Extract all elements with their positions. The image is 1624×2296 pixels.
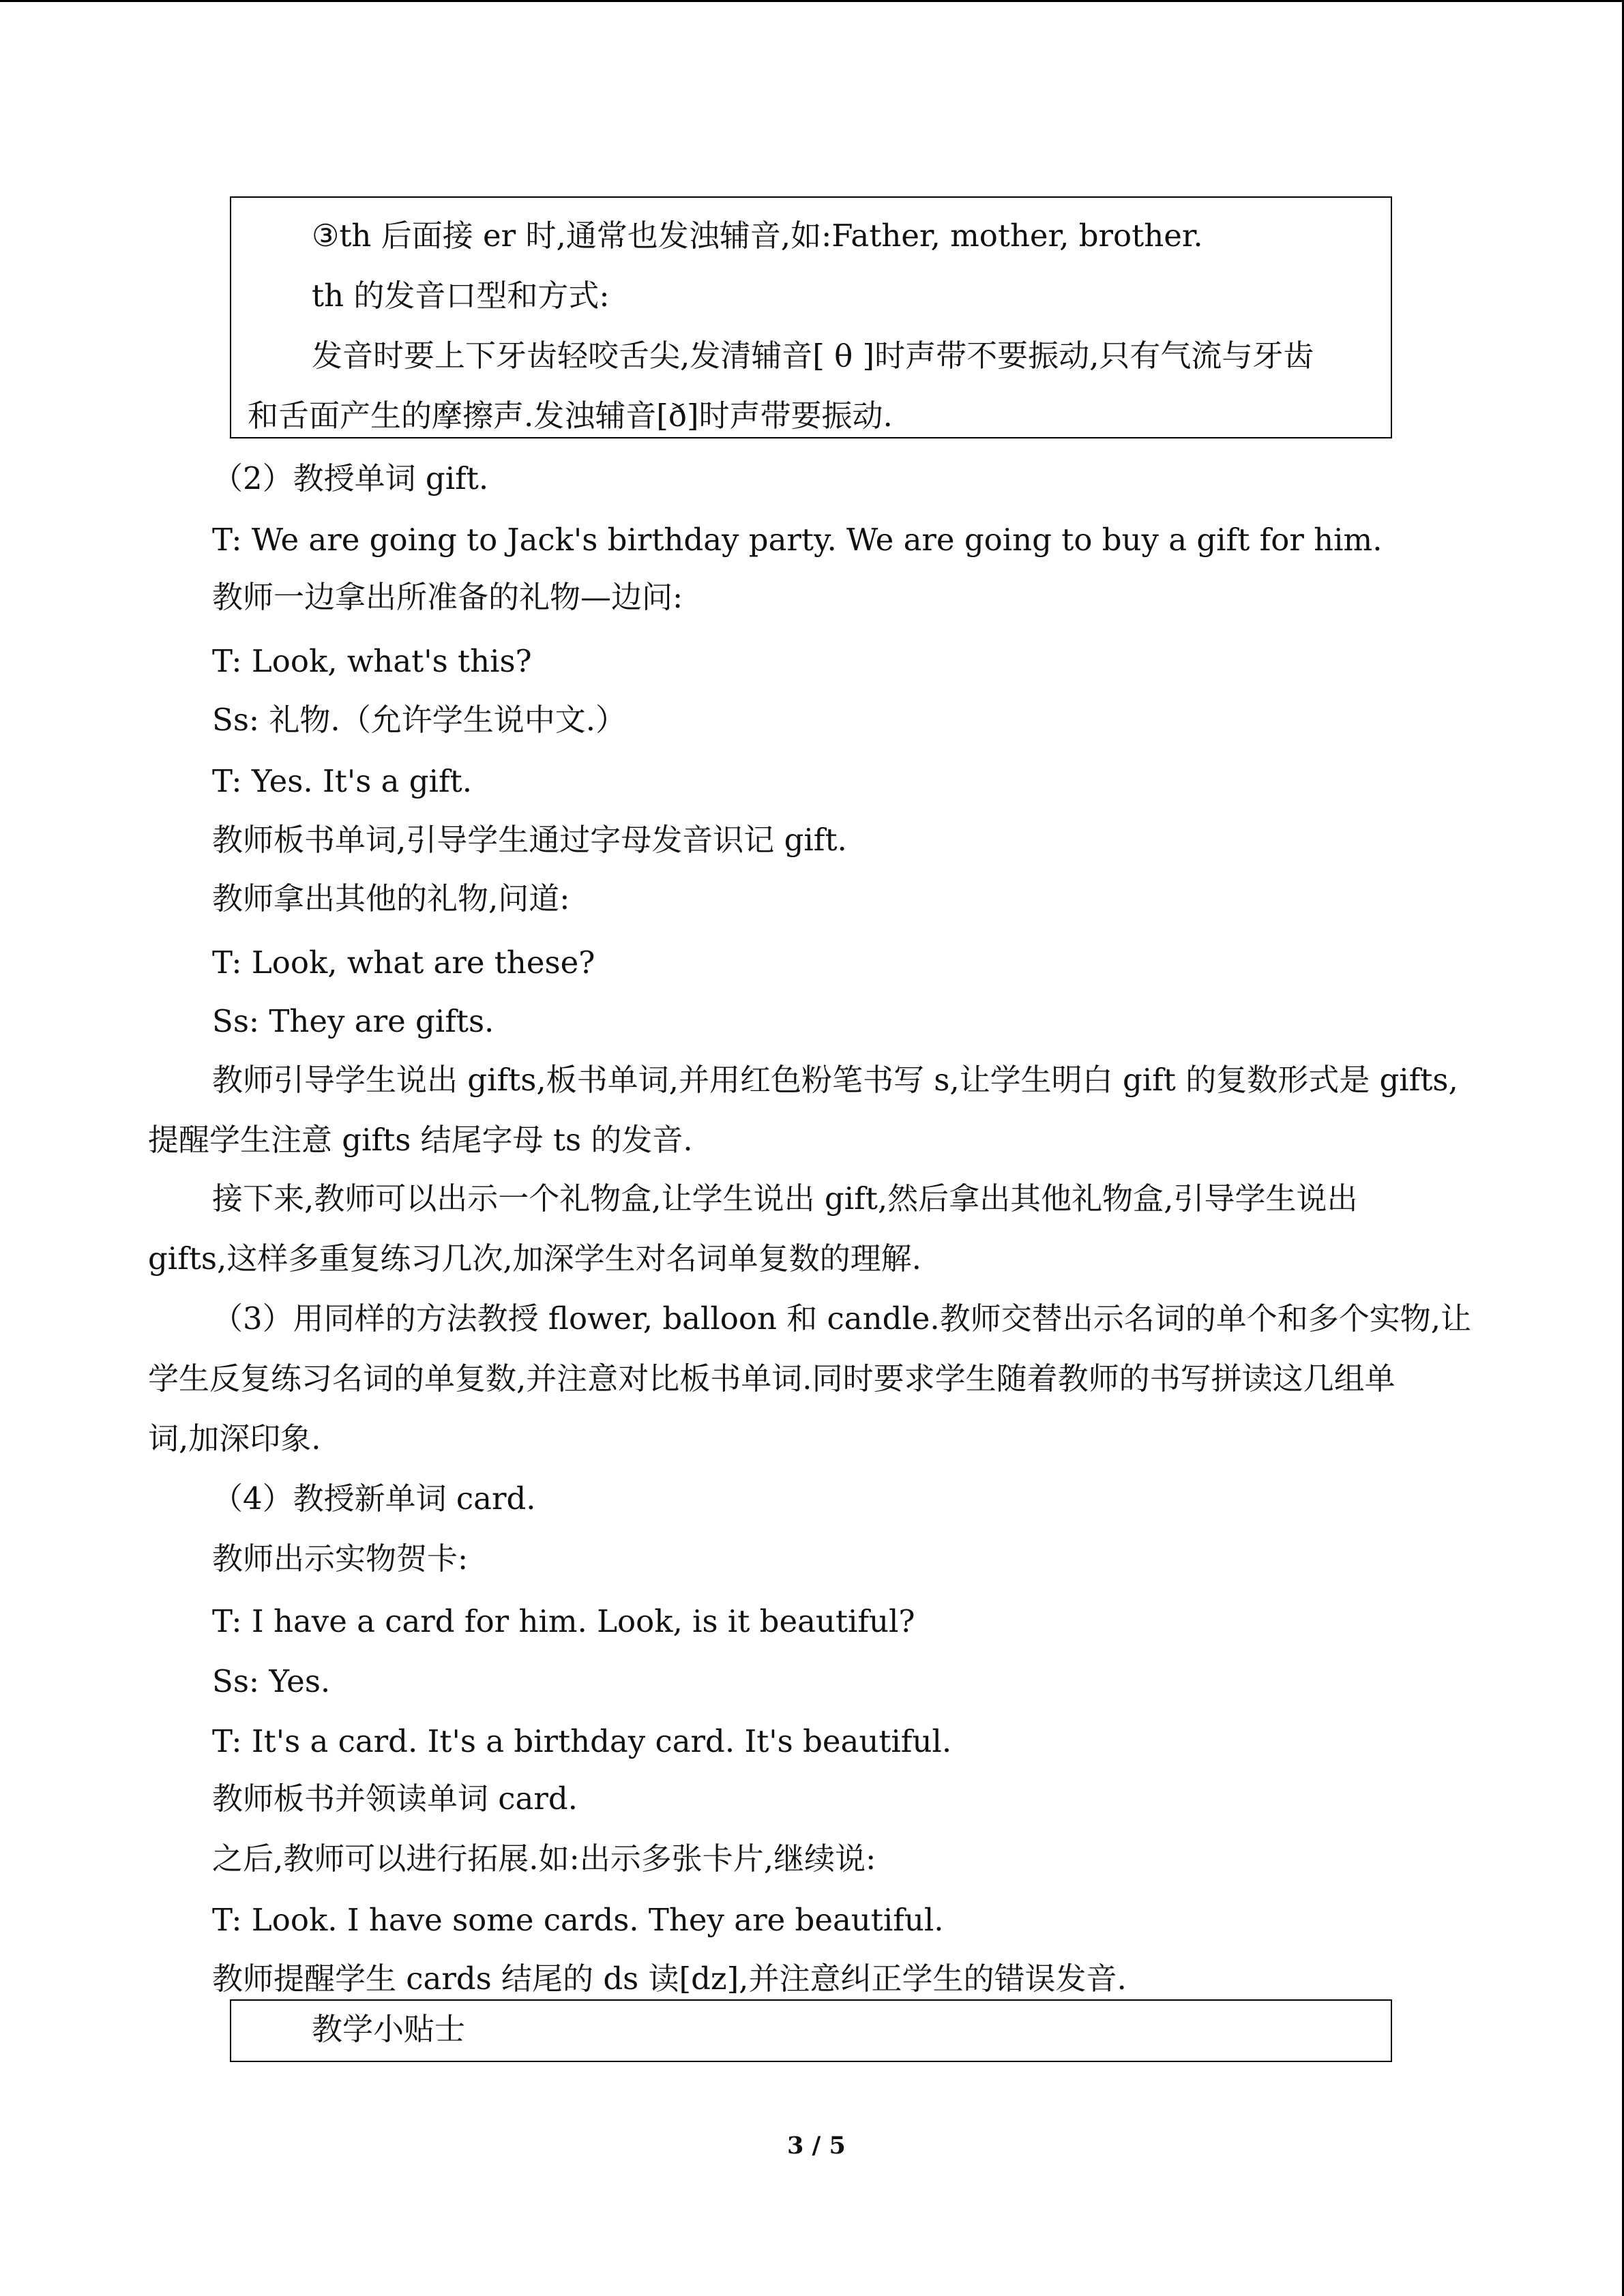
body-line: T: We are going to Jack's birthday party. We are going to buy a gift for him. xyxy=(212,522,1383,558)
body-line: 教师提醒学生 cards 结尾的 ds 读[dz],并注意纠正学生的错误发音. xyxy=(212,1960,1127,1997)
body-line: 教师板书并领读单词 card. xyxy=(212,1780,578,1817)
body-line: 教师板书单词,引导学生通过字母发音识记 gift. xyxy=(212,822,847,858)
section-heading-3: （3）用同样的方法教授 flower, balloon 和 candle.教师交替出示名词的单个和多个实物,让 xyxy=(212,1300,1472,1337)
section-heading-4: （4）教授新单词 card. xyxy=(212,1480,536,1517)
body-line: 提醒学生注意 gifts 结尾字母 ts 的发音. xyxy=(148,1122,693,1158)
note-line-4: 和舌面产生的摩擦声.发浊辅音[ð]时声带要振动. xyxy=(248,398,893,434)
body-line: Ss: They are gifts. xyxy=(212,1003,494,1039)
body-line: T: Yes. It's a gift. xyxy=(212,763,473,799)
body-line: 学生反复练习名词的单复数,并注意对比板书单词.同时要求学生随着教师的书写拼读这几组单 xyxy=(148,1360,1396,1397)
body-line: Ss: 礼物.（允许学生说中文.） xyxy=(212,702,626,738)
body-line: T: I have a card for him. Look, is it beautiful? xyxy=(212,1603,915,1639)
body-line: 之后,教师可以进行拓展.如:出示多张卡片,继续说: xyxy=(212,1840,876,1877)
page-border-top xyxy=(0,0,1624,2)
body-line: T: Look, what are these? xyxy=(212,944,595,981)
note-line-3: 发音时要上下牙齿轻咬舌尖,发清辅音[ θ ]时声带不要振动,只有气流与牙齿 xyxy=(312,338,1314,374)
note-line-1: ③th 后面接 er 时,通常也发浊辅音,如:Father, mother, brother. xyxy=(312,218,1203,254)
teaching-tips-title: 教学小贴士 xyxy=(312,2011,466,2047)
body-line: gifts,这样多重复练习几次,加深学生对名词单复数的理解. xyxy=(148,1240,921,1277)
body-line: T: Look, what's this? xyxy=(212,643,532,679)
body-line: 接下来,教师可以出示一个礼物盒,让学生说出 gift,然后拿出其他礼物盒,引导学生说出 xyxy=(212,1180,1358,1217)
body-line: 教师出示实物贺卡: xyxy=(212,1540,469,1577)
body-line: Ss: Yes. xyxy=(212,1663,331,1699)
body-line: 教师一边拿出所准备的礼物—边问: xyxy=(212,579,683,615)
body-line: 词,加深印象. xyxy=(148,1420,321,1457)
body-line: 教师引导学生说出 gifts,板书单词,并用红色粉笔书写 s,让学生明白 gift 的复数形式是 gifts, xyxy=(212,1062,1458,1098)
page-number: 3 / 5 xyxy=(787,2132,846,2160)
note-line-2: th 的发音口型和方式: xyxy=(312,278,610,314)
section-heading-2: （2）教授单词 gift. xyxy=(212,460,489,496)
body-line: T: Look. I have some cards. They are beautiful. xyxy=(212,1902,944,1938)
body-line: T: It's a card. It's a birthday card. It's beautiful. xyxy=(212,1723,952,1759)
body-line: 教师拿出其他的礼物,问道: xyxy=(212,880,570,916)
